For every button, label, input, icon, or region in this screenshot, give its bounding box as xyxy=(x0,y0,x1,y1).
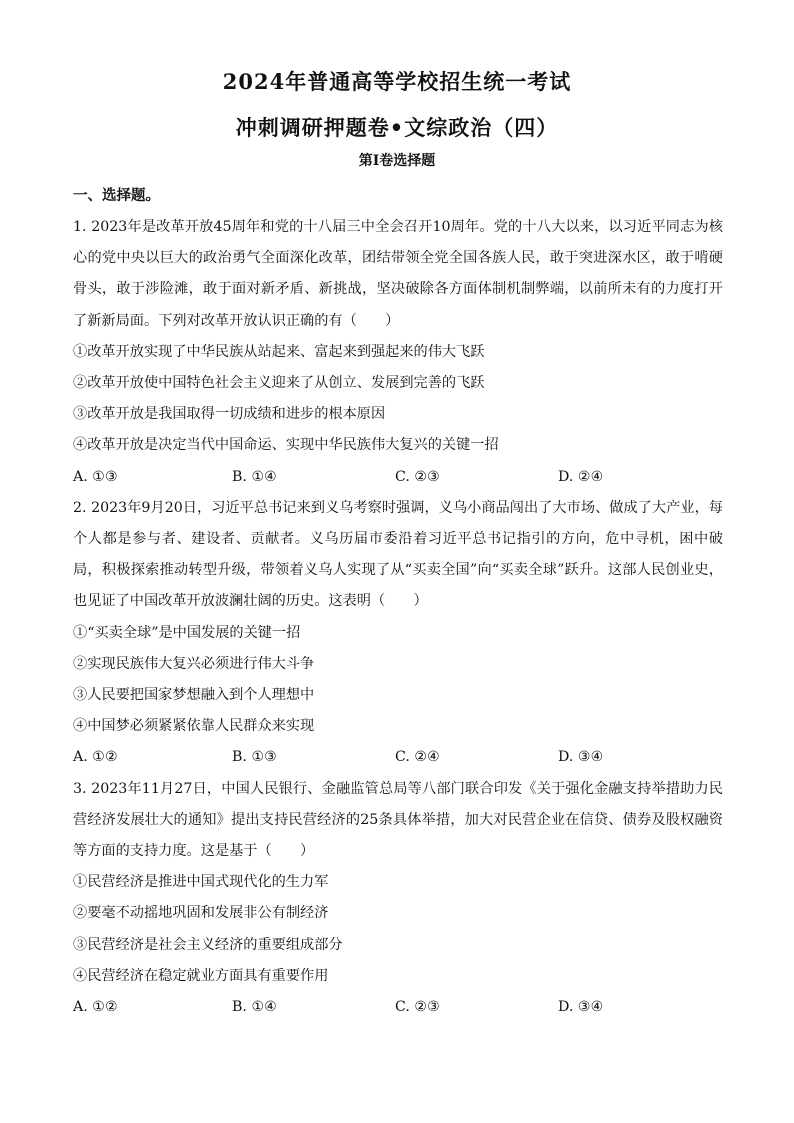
section-heading: 一、选择题。 xyxy=(73,187,160,204)
statement-option: ③人民要把国家梦想融入到个人理想中 xyxy=(73,687,315,704)
choice-c: C. ②④ xyxy=(395,749,440,766)
statement-option: ①民营经济是推进中国式现代化的生力军 xyxy=(73,874,329,891)
statement-option: ④改革开放是决定当代中国命运、实现中华民族伟大复兴的关键一招 xyxy=(73,437,499,454)
question-list xyxy=(73,212,723,1023)
answer-choices xyxy=(73,992,723,1023)
question-1 xyxy=(73,212,723,493)
statement-option: ③民营经济是社会主义经济的重要组成部分 xyxy=(73,936,343,953)
statement-option: ②要毫不动摇地巩固和发展非公有制经济 xyxy=(73,905,329,922)
choice-d: D. ②④ xyxy=(558,468,604,485)
choice-c: C. ②③ xyxy=(395,468,440,485)
statement-option: ①改革开放实现了中华民族从站起来、富起来到强起来的伟大飞跃 xyxy=(73,343,485,360)
choice-a: A. ①② xyxy=(73,749,118,766)
statement-option: ④中国梦必须紧紧依靠人民群众来实现 xyxy=(73,718,315,735)
choice-d: D. ③④ xyxy=(558,999,604,1016)
statement-option: ②改革开放使中国特色社会主义迎来了从创立、发展到完善的飞跃 xyxy=(73,375,485,392)
choice-a: A. ①③ xyxy=(73,468,118,485)
answer-choices xyxy=(73,742,723,773)
exam-title: 2024年普通高等学校招生统一考试 xyxy=(222,69,572,94)
question-2 xyxy=(73,493,723,774)
statement-option: ③改革开放是我国取得一切成绩和进步的根本原因 xyxy=(73,406,386,423)
statement-option: ④民营经济在稳定就业方面具有重要作用 xyxy=(73,967,329,984)
statement-option: ②实现民族伟大复兴必须进行伟大斗争 xyxy=(73,655,315,672)
volume-heading: 第Ⅰ卷选择题 xyxy=(358,153,436,169)
question-stem: 2. 2023年9月20日，习近平总书记来到义乌考察时强调，义乌小商品闯出了大市场、做成了大产业，每个人都是参与者、建设者、贡献者。义乌历届市委沿着习近平总书记指引的方向，危中寻机，困中破局，积极探索推动转型升级，带领着义乌人实现了从“买卖全国”向“买卖全球”跃升。这部人民创业史，也见证了中国改革开放波澜壮阔的历史。这表明（ ） xyxy=(73,499,723,610)
question-3 xyxy=(73,774,723,1024)
choice-b: B. ①③ xyxy=(232,749,277,766)
question-stem: 1. 2023年是改革开放45周年和党的十八届三中全会召开10周年。党的十八大以来，以习近平同志为核心的党中央以巨大的政治勇气全面深化改革，团结带领全党全国各族人民，敢于突进深水区，敢于啃硬骨头，敢于涉险滩，敢于面对新矛盾、新挑战，坚决破除各方面体制机制弊端，以前所未有的力度打开了新新局面。下列对改革开放认识正确的有（ ） xyxy=(73,219,723,329)
choice-b: B. ①④ xyxy=(232,468,277,485)
choice-a: A. ①② xyxy=(73,999,118,1016)
choice-d: D. ③④ xyxy=(558,749,604,766)
exam-subtitle: 冲刺调研押题卷•文综政治（四） xyxy=(235,115,559,140)
answer-choices xyxy=(73,462,723,493)
question-stem: 3. 2023年11月27日，中国人民银行、金融监管总局等八部门联合印发《关于强化金融支持举措助力民营经济发展壮大的通知》提出支持民营经济的25条具体举措，加大对民营企业在信贷、债券及股权融资等方面的支持力度。这是基于（ ） xyxy=(73,780,723,860)
choice-c: C. ②③ xyxy=(395,999,440,1016)
choice-b: B. ①④ xyxy=(232,999,277,1016)
statement-option: ①“买卖全球”是中国发展的关键一招 xyxy=(73,624,301,641)
